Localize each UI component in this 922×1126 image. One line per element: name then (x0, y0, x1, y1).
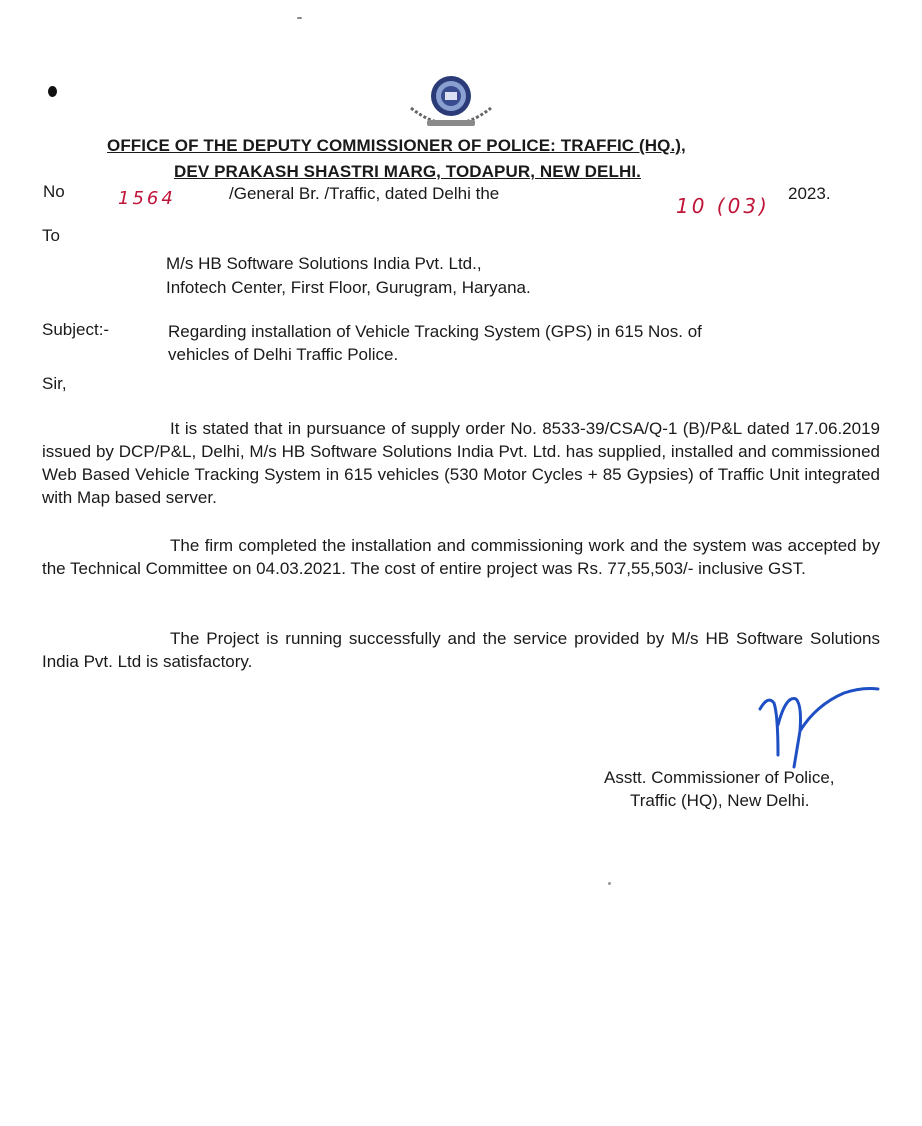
body-paragraph-1 (42, 417, 880, 509)
body-paragraph-3 (42, 627, 880, 673)
salutation: Sir, (42, 374, 67, 393)
paragraph-text: The firm completed the installation and commissioning work and the system was accepted by the Technical Committee on 04.03.2021. The cost of entire project was Rs. 77,55,503/- inclusive GST. (42, 536, 880, 578)
date-handwritten: 10 (03) (676, 194, 770, 218)
body-paragraph-2 (42, 534, 880, 580)
ref-number-handwritten: 1564 (118, 188, 176, 209)
office-address: DEV PRAKASH SHASTRI MARG, TODAPUR, NEW DELHI. (174, 162, 641, 181)
stray-mark (297, 17, 302, 19)
ref-year: 2023. (788, 184, 831, 203)
paragraph-text: It is stated that in pursuance of supply order No. 8533-39/CSA/Q-1 (B)/P&L dated 17.06.2019 issued by DCP/P&L, Delhi, M/s HB Software Solutions India Pvt. Ltd. has supplied, installed and commissioned Web Based Vehicle Tracking System in 615 vehicles (530 Motor Cycles + 85 Gypsies) of Traffic Unit integrated with Map based server. (42, 419, 880, 507)
ref-branch: /General Br. /Traffic, dated Delhi the (229, 184, 500, 203)
stray-mark (608, 882, 611, 885)
signatory-office: Traffic (HQ), New Delhi. (630, 791, 810, 810)
subject-line-1: Regarding installation of Vehicle Tracking System (GPS) in 615 Nos. of (168, 322, 702, 341)
delhi-police-emblem (405, 70, 497, 136)
to-label: To (42, 226, 60, 245)
ref-no-label: No (43, 182, 65, 201)
bullet-mark (48, 86, 57, 97)
subject-label: Subject:- (42, 320, 110, 339)
recipient-address: Infotech Center, First Floor, Gurugram, Haryana. (166, 278, 531, 297)
subject-line-2: vehicles of Delhi Traffic Police. (168, 345, 399, 364)
office-title: OFFICE OF THE DEPUTY COMMISSIONER OF POLICE: TRAFFIC (HQ.), (107, 136, 686, 155)
signatory-title: Asstt. Commissioner of Police, (604, 768, 835, 787)
handwritten-signature (752, 685, 882, 775)
recipient-name: M/s HB Software Solutions India Pvt. Ltd., (166, 254, 482, 273)
paragraph-text: The Project is running successfully and the service provided by M/s HB Software Solutions India Pvt. Ltd is satisfactory. (42, 629, 880, 671)
